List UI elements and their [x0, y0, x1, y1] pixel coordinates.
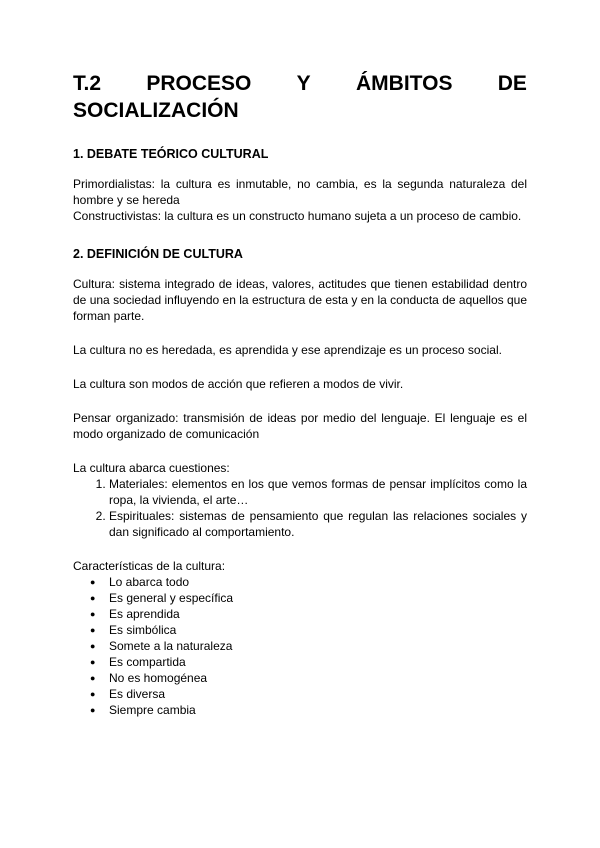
caracteristicas-intro: Características de la cultura: [73, 559, 226, 573]
modos-paragraph: La cultura son modos de acción que refieren a modos de vivir. [73, 377, 404, 391]
section-1-heading: 1. DEBATE TEÓRICO CULTURAL [73, 147, 269, 161]
pensar-paragraph: Pensar organizado: transmisión de ideas por medio del lenguaje. El lenguaje es el modo organizado de comunicación [73, 411, 527, 441]
title-word: Y [296, 72, 311, 95]
list-item: ● Es simbólica [109, 622, 527, 638]
list-item: ● Es diversa [109, 686, 527, 702]
list-item: ● Somete a la naturaleza [109, 638, 527, 654]
heredada-paragraph: La cultura no es heredada, es aprendida y ese aprendizaje es un proceso social. [73, 343, 502, 357]
list-item: 2. Espirituales: sistemas de pensamiento que regulan las relaciones sociales y dan significado al comportamiento. [109, 508, 527, 540]
constructivistas-paragraph: Constructivistas: la cultura es un constructo humano sujeta a un proceso de cambio. [73, 209, 522, 223]
abarca-list [73, 476, 527, 540]
title-word: T.2 [73, 72, 102, 95]
document-page [73, 70, 527, 718]
title-word: PROCESO [146, 72, 252, 95]
list-item: ● Siempre cambia [109, 702, 527, 718]
title-line-1 [73, 70, 527, 97]
caracteristicas-list [73, 574, 527, 718]
list-item: ● Es general y específica [109, 590, 527, 606]
list-item: 1. Materiales: elementos en los que vemos formas de pensar implícitos como la ropa, la vivienda, el arte… [109, 476, 527, 508]
list-item: ● No es homogénea [109, 670, 527, 686]
abarca-intro: La cultura abarca cuestiones: [73, 461, 230, 475]
list-item: ● Lo abarca todo [109, 574, 527, 590]
primordialistas-paragraph: Primordialistas: la cultura es inmutable, no cambia, es la segunda naturaleza del hombre y se hereda [73, 177, 527, 207]
title-word: DE [497, 72, 527, 95]
title-line-2: SOCIALIZACIÓN [73, 99, 239, 122]
definition-paragraph: Cultura: sistema integrado de ideas, valores, actitudes que tienen estabilidad dentro de una sociedad influyendo en la estructura de esta y en la conducta de aquellos que forman parte. [73, 277, 527, 323]
title-word: ÁMBITOS [356, 72, 453, 95]
list-item: ● Es compartida [109, 654, 527, 670]
list-item: ● Es aprendida [109, 606, 527, 622]
section-2-heading: 2. DEFINICIÓN DE CULTURA [73, 247, 243, 261]
document-title [73, 70, 527, 124]
